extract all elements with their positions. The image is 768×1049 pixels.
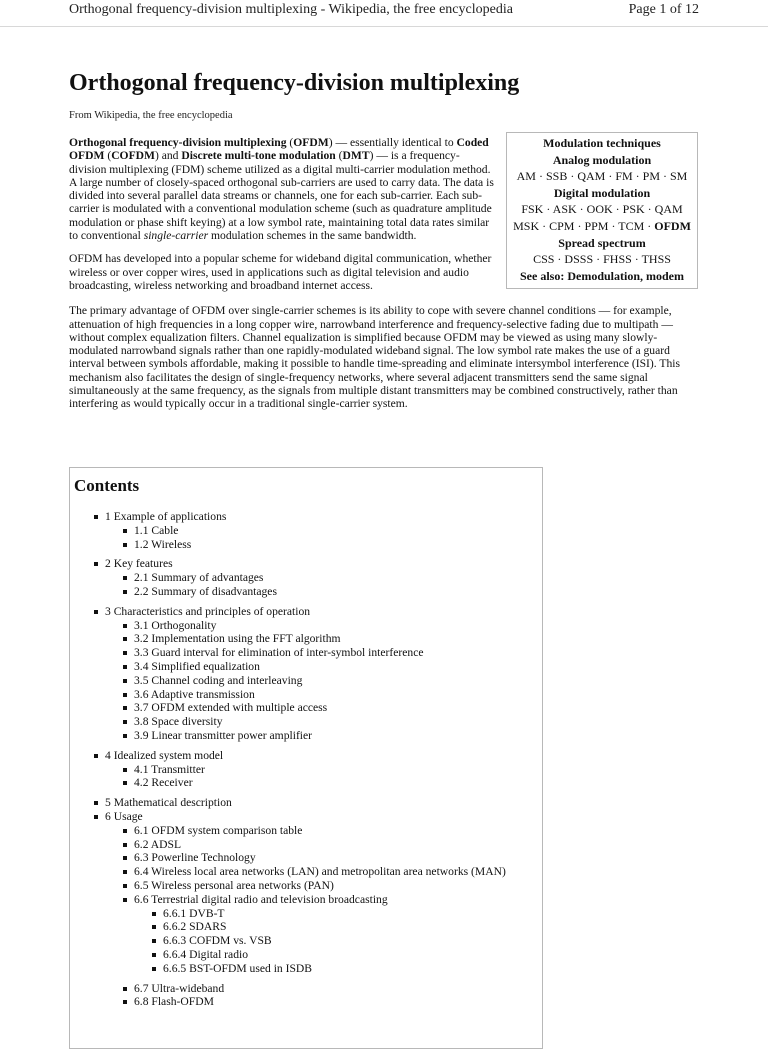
single-carrier-link[interactable]: single-carrier (143, 229, 209, 243)
ofdm-current: OFDM (654, 218, 691, 233)
toc-item[interactable]: 6.6 Terrestrial digital radio and television broadcasting (123, 893, 542, 907)
text-run: ( (286, 136, 294, 149)
toc-item[interactable]: 6.8 Flash-OFDM (123, 995, 542, 1009)
toc-item[interactable]: 3.6 Adaptive transmission (123, 688, 542, 702)
toc-item[interactable]: 3.8 Space diversity (123, 715, 542, 729)
toc-item[interactable]: 6.1 OFDM system comparison table (123, 824, 542, 838)
text-run: ( (335, 149, 343, 163)
toc-item[interactable]: 3 Characteristics and principles of operation (94, 605, 542, 619)
toc-item[interactable]: 2 Key features (94, 557, 542, 571)
modulation-infobox (506, 132, 698, 289)
toc-item[interactable]: 3.1 Orthogonality (123, 619, 542, 633)
paragraph-advantages: The primary advantage of OFDM over single-carrier schemes is its ability to cope with severe channel conditions — for example, attenuation of high frequencies in a long copper wire, narrowband interference and frequency-selective fading due to multipath — without complex equalization filters. Channel equalization is simplified because OFDM may be viewed as using many slowly-modulated narrowband signals rather than one rapidly-modulated wideband signal. The low symbol rate makes the use of a guard interval between symbols affordable, making it possible to handle time-spreading and eliminate intersymbol interference (ISI). This mechanism also facilitates the design of single-frequency networks, where several adjacent transmitters send the same signal simultaneously at the same frequency, as the signals from multiple distant transmitters may be combined constructively, rather than interfering as would typically occur in a traditional single-carrier system. (69, 304, 680, 411)
digital-items-line-2-prefix[interactable]: MSK · CPM · PPM · TCM · (513, 218, 655, 233)
paragraph-applications: OFDM has developed into a popular scheme for wideband digital communication, whether wireless or over copper wires, used in applications such as digital television and audio broadcasting, wireless networking and broadband internet access. (69, 252, 492, 292)
page-title: Orthogonal frequency-division multiplexing (69, 70, 520, 96)
text-run: ( (104, 149, 112, 163)
toc-item[interactable]: 6.3 Powerline Technology (123, 851, 542, 865)
header-divider (0, 26, 768, 27)
toc-item[interactable]: 6.7 Ultra-wideband (123, 982, 542, 996)
see-also[interactable]: See also: Demodulation, modem (520, 268, 684, 283)
print-header (69, 0, 699, 20)
term-dmt: DMT (342, 149, 370, 163)
term-ofdm: OFDM (293, 136, 329, 149)
infobox-title: Modulation techniques (543, 136, 661, 150)
toc-item[interactable]: 6.5 Wireless personal area networks (PAN) (123, 879, 542, 893)
text-run: ) — essentially identical to (328, 136, 457, 149)
toc-item[interactable]: 4.2 Receiver (123, 776, 542, 790)
toc-item[interactable]: 6.6.5 BST-OFDM used in ISDB (152, 962, 542, 976)
digital-items-line-1[interactable]: FSK · ASK · OOK · PSK · QAM (521, 202, 683, 217)
term-ofdm-full: Orthogonal frequency-division multiplexing (69, 136, 287, 149)
toc-item[interactable]: 3.5 Channel coding and interleaving (123, 674, 542, 688)
spread-spectrum-link[interactable]: Spread spectrum (558, 235, 646, 250)
text-run: modulation schemes in the same bandwidth. (208, 229, 417, 243)
toc-sublist (123, 982, 542, 1010)
term-coded-ofdm: Coded OFDM (69, 136, 489, 163)
article-body (69, 136, 698, 423)
toc-item[interactable]: 4 Idealized system model (94, 749, 542, 763)
toc-item[interactable]: 2.2 Summary of disadvantages (123, 585, 542, 599)
toc-item[interactable]: 1 Example of applications (94, 510, 542, 524)
toc-item[interactable]: 6 Usage (94, 810, 542, 824)
toc-list (94, 510, 542, 1009)
toc-item[interactable]: 6.4 Wireless local area networks (LAN) and metropolitan area networks (MAN) (123, 865, 542, 879)
toc-item[interactable]: 6.2 ADSL (123, 838, 542, 852)
toc-item[interactable]: 3.2 Implementation using the FFT algorithm (123, 632, 542, 646)
toc-item[interactable]: 4.1 Transmitter (123, 763, 542, 777)
toc-item[interactable]: 1.1 Cable (123, 524, 542, 538)
toc-item[interactable]: 1.2 Wireless (123, 538, 542, 552)
toc-item[interactable]: 6.6.2 SDARS (152, 920, 542, 934)
spread-items[interactable]: CSS · DSSS · FHSS · THSS (533, 252, 671, 267)
source-note: From Wikipedia, the free encyclopedia (69, 110, 233, 121)
digital-modulation-link[interactable]: Digital modulation (553, 185, 651, 200)
toc-item[interactable]: 5 Mathematical description (94, 796, 542, 810)
term-cofdm: COFDM (111, 149, 155, 163)
analog-modulation-link[interactable]: Analog modulation (552, 152, 652, 167)
document-title: Orthogonal frequency-division multiplexing - Wikipedia, the free encyclopedia (69, 2, 513, 17)
text-run: ) — is a frequency-division multiplexing (FDM) scheme utilized as a digital multi-carrier modulation method. A large number of closely-spaced orthogonal sub-carriers are used to carry data. The data is divided into several parallel data streams or channels, one for each sub-carrier. Each sub-carrier is modulated with a conventional modulation scheme (such as quadrature amplitude modulation or phase shift keying) at a low symbol rate, maintaining total data rates similar to conventional (69, 149, 494, 243)
text-run: ) and (154, 149, 182, 163)
table-of-contents (69, 467, 543, 1049)
toc-item[interactable]: 6.6.1 DVB-T (152, 907, 542, 921)
toc-item[interactable]: 3.7 OFDM extended with multiple access (123, 701, 542, 715)
toc-title: Contents (74, 476, 140, 495)
term-dmt-full: Discrete multi-tone modulation (181, 149, 336, 163)
toc-item[interactable]: 6.6.3 COFDM vs. VSB (152, 934, 542, 948)
page-number: Page 1 of 12 (628, 2, 699, 17)
toc-item[interactable]: 2.1 Summary of advantages (123, 571, 542, 585)
toc-item[interactable]: 3.3 Guard interval for elimination of inter-symbol interference (123, 646, 542, 660)
toc-item[interactable]: 3.4 Simplified equalization (123, 660, 542, 674)
analog-items[interactable]: AM · SSB · QAM · FM · PM · SM (516, 169, 688, 184)
digital-items-line-2[interactable] (507, 218, 697, 235)
toc-item[interactable]: 3.9 Linear transmitter power amplifier (123, 729, 542, 743)
toc-sublist (152, 907, 542, 976)
toc-item[interactable]: 6.6.4 Digital radio (152, 948, 542, 962)
